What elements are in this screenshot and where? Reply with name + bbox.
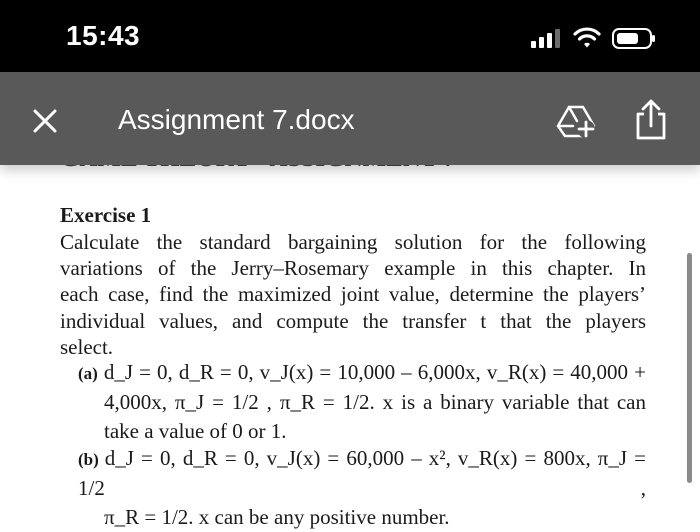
status-icons (529, 24, 659, 52)
intro-line: variations of the Jerry–Rosemary example in this chapter. In (60, 256, 646, 281)
battery-icon (613, 29, 655, 48)
intro-line: select. (60, 334, 114, 359)
document-title: Assignment 7.docx (118, 104, 355, 135)
close-icon[interactable] (30, 106, 60, 136)
exercise-title: Exercise 1 (60, 203, 152, 227)
part-a-line-1: (a) d_J = 0, d_R = 0, v_J(x) = 10,000 – 6,000x, v_R(x) = 40,000 + (78, 360, 646, 384)
scrollbar-thumb[interactable] (687, 253, 692, 483)
part-a-label: (a) (78, 364, 98, 383)
toolbar (0, 72, 700, 165)
intro-line: each case, find the maximized joint value, determine the players’ (60, 282, 646, 307)
status-time: 15:43 (66, 20, 141, 51)
part-a (78, 358, 646, 446)
status-bar (0, 0, 700, 72)
document-page (0, 140, 700, 531)
intro-line: individual values, and compute the transfer t that the players (60, 308, 646, 333)
part-b (78, 444, 646, 532)
exercise-intro (60, 229, 646, 360)
share-icon[interactable] (632, 98, 670, 142)
wifi-icon (575, 29, 599, 47)
part-a-line-3: take a value of 0 or 1. (104, 419, 287, 443)
add-to-drive-icon[interactable] (555, 102, 597, 140)
signal-icon (531, 29, 560, 48)
part-b-line-1: (b) d_J = 0, d_R = 0, v_J(x) = 60,000 – x², v_R(x) = 800x, π_J = 1/2 , (78, 446, 646, 500)
part-b-line-2: π_R = 1/2. x can be any positive number. (104, 505, 450, 529)
part-a-line-2: 4,000x, π_J = 1/2 , π_R = 1/2. x is a binary variable that can (104, 390, 646, 414)
part-b-label: (b) (78, 450, 99, 469)
intro-line: Calculate the standard bargaining solution for the following (60, 230, 646, 254)
